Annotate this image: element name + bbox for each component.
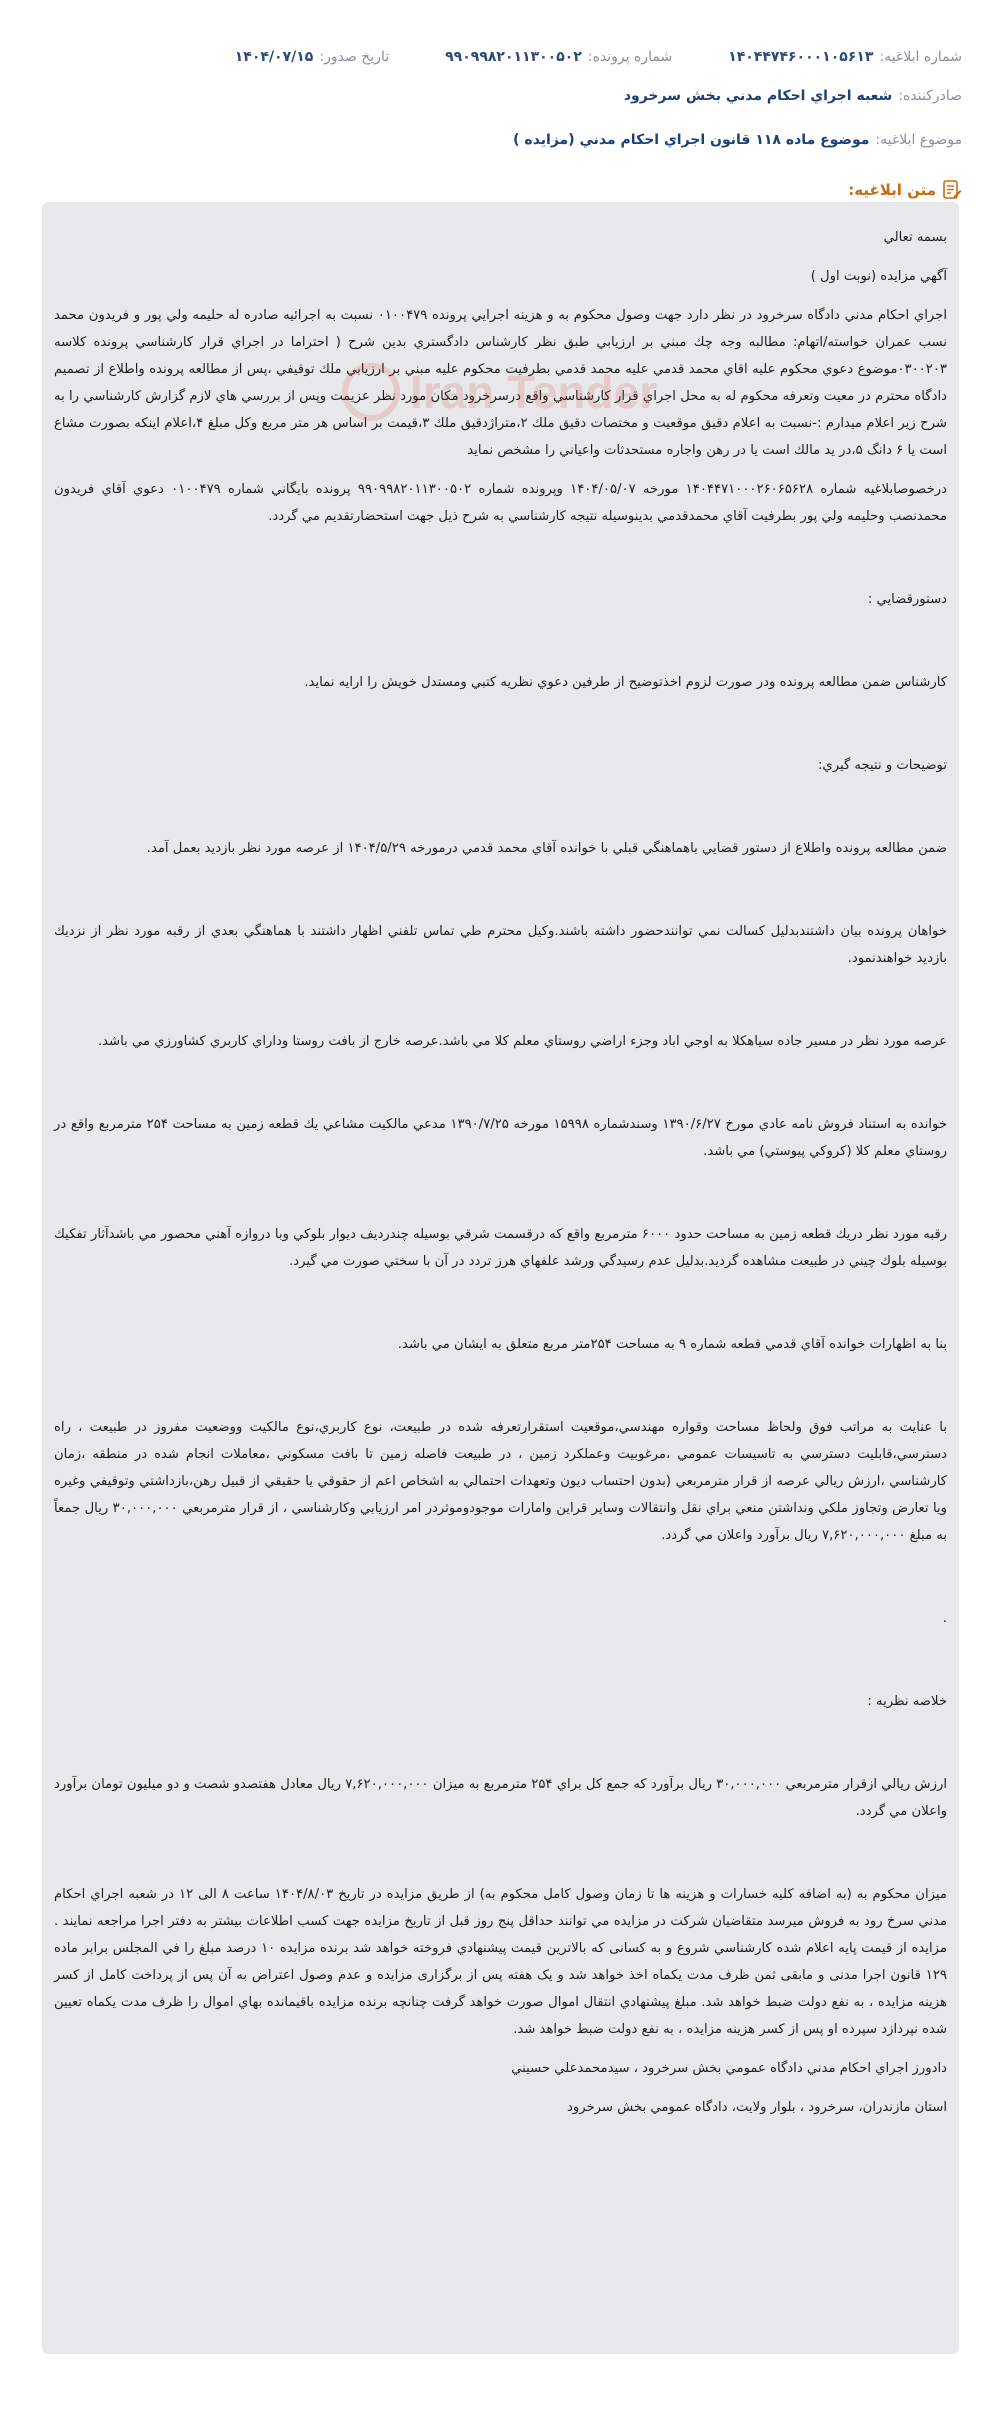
subject — [513, 129, 962, 151]
body-paragraph: خواهان پرونده بيان داشتندبدليل كسالت نمي توانندحضور داشته باشند.وكيل محترم طي تماس تلفني اظهار داشتند با هماهنگي بعدي از رقبه مورد نظر از نزديك بازديد خواهندنمود. — [54, 924, 947, 966]
header-row-issuer — [38, 85, 962, 107]
body-basmala: بسمه تعالي — [883, 230, 947, 245]
watermark-text: Iran Tender — [410, 365, 658, 418]
header-row-numbers — [38, 46, 962, 68]
body-address: استان مازندران، سرخرود ، بلوار ولايت، دادگاه عمومي بخش سرخرود — [566, 2100, 947, 2115]
body-signature: دادورز اجراي احكام مدني دادگاه عمومي بخش سرخرود ، سيدمحمدعلي حسيني — [511, 2061, 947, 2076]
notice-number-value: ۱۴۰۴۴۷۴۶۰۰۰۱۰۵۶۱۳ — [728, 49, 874, 65]
case-number-value: ۹۹۰۹۹۸۲۰۱۱۳۰۰۵۰۲ — [445, 49, 582, 65]
document-edit-icon — [942, 179, 962, 201]
subject-label: موضوع ابلاغیه: — [875, 132, 962, 148]
body-paragraph: بنا به اظهارات خوانده آقاي قدمي قطعه شماره ۹ به مساحت ۲۵۴متر مربع متعلق به ايشان مي باشد. — [397, 1337, 947, 1352]
notice-text-heading — [38, 177, 962, 203]
notice-number-label: شماره ابلاغیه: — [879, 49, 962, 65]
body-paragraph: درخصوصابلاغيه شماره ۱۴۰۴۴۷۱۰۰۰۲۶۰۶۵۶۲۸ مورخه ۱۴۰۴/۰۵/۰۷ وپرونده شماره ۹۹۰۹۹۸۲۰۱۱۳۰۰۵۰۲ پرونده بايگاني شماره ۰۱۰۰۴۷۹ دعوي آقاي فريدون محمدنصب وحليمه ولي پور بطرفيت آقاي محمدقدمي بدينوسيله نتيجه كارشناسي به شرح ذيل جهت استحضارتقديم مي گردد. — [54, 482, 947, 524]
case-number-label: شماره پرونده: — [587, 49, 673, 65]
issuer — [624, 85, 962, 107]
notice-body — [42, 202, 959, 2354]
body-paragraph: عرصه مورد نظر در مسير جاده سياهكلا به اوجي اباد وجزء اراضي روستاي معلم كلا مي باشد.عرصه خارج از بافت روستا وداراي كاربري كشاورزي مي باشد. — [97, 1034, 947, 1049]
issue-date — [235, 46, 389, 68]
issuer-value: شعبه اجراي احكام مدني بخش سرخرود — [623, 88, 893, 104]
body-paragraph: اجراي احكام مدني دادگاه سرخرود در نظر دارد جهت وصول محكوم به و هزينه اجرايي پرونده ۰۱۰۰۴۷۹ نسبت به اجرائيه صادره له حليمه ولي پور و فريدون محمد نسب عمران خواسته/اتهام: مطالبه وجه چك مبني بر ارزيابي طبق نظر كارشناس دادگستري بدين شرح ( احتراما در اجراي قرار كارشناسي پرونده كلاسه ۰۳۰۰۲۰۳موضوع دعوي محكوم عليه اقاي محمد قدمي عليه محمد قدمي بطرفيت محكوم عليه مبني بر ارزيابي ملك توقيفي ،پس از مطالعه پرونده واطلاع از تصميم دادگاه محترم در معيت وتعرفه محكوم له به محل اجراي قرار كارشناسي واقع درسرخرود مكان مورد نظر عزيمت وپس از بررسي هاي لازم گزارش كارشناسي را به شرح زير اعلام ميدارم :-نسبت به اعلام دقيق موقعيت و مختصات دقيق ملك ۲،متراژدقيق ملك ۳،قيمت بر اساس هر متر مربع وكل مبلغ ۴،اعلام اينكه بصورت مشاع است يا ۶ دانگ ۵،در يد مالك است يا در رهن واجاره مستحدثات واعياني را مشخص نمايد — [54, 308, 947, 458]
body-paragraph: كارشناس ضمن مطالعه پرونده ودر صورت لزوم اخذتوضيح از طرفين دعوي نظريه كتبي ومستدل خويش را ارايه نمايد. — [304, 675, 947, 690]
body-dot: . — [942, 1611, 947, 1626]
body-heading-explanations: توضيحات و نتيجه گيري: — [817, 758, 947, 773]
subject-value: موضوع ماده ۱۱۸ قانون اجراي احكام مدني (مزايده ) — [513, 132, 870, 148]
body-paragraph: خوانده به استناد فروش نامه عادي مورخ ۱۳۹۰/۶/۲۷ وسندشماره ۱۵۹۹۸ مورخه ۱۳۹۰/۷/۲۵ مدعي مالكيت مشاعي يك قطعه زمين به مساحت ۲۵۴ مترمربع واقع در روستاي معلم كلا (كروكي پيوستي) مي باشد. — [54, 1117, 947, 1159]
notice-text-title: متن ابلاغیه: — [848, 181, 936, 199]
body-paragraph: ضمن مطالعه پرونده واطلاع از دستور قضايي باهماهنگي قبلي با خوانده آقاي محمد قدمي درمورخه ۱۴۰۴/۵/۲۹ از عرصه مورد نظر بازديد بعمل آمد. — [146, 841, 947, 856]
body-heading-summary: خلاصه نظريه : — [867, 1694, 947, 1709]
body-auction-title: آگهي مزايده (نوبت اول ) — [810, 269, 947, 284]
issue-date-value: ۱۴۰۴/۰۷/۱۵ — [234, 49, 314, 65]
issuer-label: صادرکننده: — [898, 88, 962, 104]
issue-date-label: تاریخ صدور: — [319, 49, 390, 65]
header-row-subject — [38, 129, 962, 151]
case-number — [445, 46, 672, 68]
body-paragraph: با عنايت به مراتب فوق ولحاظ مساحت وقواره مهندسي،موقعيت استقرارتعرفه شده در طبيعت، نوع كاربري،نوع مالكيت ووضعيت مفروز در طبيعت ، راه دسترسي،قابليت دسترسي به تاسيسات عمومي ،مرغوبيت وعملكرد زمين ، در طبيعت فاصله زمين تا بافت مسكوني ،معاملات انجام شده در منطقه ،زمان كارشناسي ،ارزش ريالي عرصه از قرار مترمربعي (بدون احتساب ديون وتعهدات احتمالي به اشخاص اعم از حقوقي يا حقيقي از قبيل رهن،بازداشتي وتوقيفي وغيره ويا تعارض وتجاوز ملكي ونداشتن منعي براي نقل وانتقالات وساير قراين وامارات موجودوموثردر امر ارزيابي وكارشناسي ، از قرار مترمربعي ۳۰,۰۰۰,۰۰۰ ريال جمعاً به مبلغ ۷,۶۲۰,۰۰۰,۰۰۰ ريال برآورد واعلان مي گردد. — [54, 1420, 947, 1543]
notice-number — [728, 46, 962, 68]
body-paragraph: رقبه مورد نظر دريك قطعه زمين به مساحت حدود ۶۰۰۰ مترمربع واقع كه درقسمت شرقي بوسيله چندرديف ديوار بلوكي وبا دروازه آهني محصور مي باشدآثار تفكيك بوسيله بلوك چيني در طبيعت مشاهده گرديد.بدليل عدم رسيدگي ورشد علفهاي هرز تردد در آن با سختي صورت مي گيرد. — [54, 1227, 947, 1269]
body-paragraph: ميزان محكوم به (به اضافه كليه خسارات و هزينه ها تا زمان وصول كامل محكوم به) از طريق مزايده در تاريخ ۱۴۰۴/۸/۰۳ ساعت ۸ الی ۱۲ در شعبه اجراي احكام مدني سرخ رود به فروش ميرسد متقاضيان شركت در مزايده مي توانند حداقل پنج روز قبل از تاريخ مزايده جهت كسب اطلاعات بيشتر به دفتر اجرا مراجعه نمايند . مزايده از قيمت پايه اعلام شده كارشناسي شروع و به كسانی كه بالاترين قيمت پيشنهادي فروخته خواهد شد برنده مزايده ۱۰ درصد مبلغ را في المجلس برابر ماده ۱۲۹ قانون اجرا مدنی و مابقی ثمن ظرف مدت يكماه اخذ خواهد شد و يک هفته پس از برگزاری مزايده و عدم وصول اعتراض به آن پس از پرداخت کامل از کسر هزينه مزايده ، به نفع دولت ضبط خواهد شد. مبلغ پيشنهادي انتقال اموال صورت خواهد گرفت چنانچه برنده مزايده باقيمانده بهاي اموال را ظرف مدت يكماه تعيين شده نپردازد سپرده او پس از كسر هزينه مزايده ، به نفع دولت ضبط خواهد شد. — [54, 1887, 947, 2037]
body-paragraph: ارزش ريالي ازقرار مترمربعي ۳۰,۰۰۰,۰۰۰ ريال برآورد كه جمع كل براي ۲۵۴ مترمربع به ميزان ۷,۶۲۰,۰۰۰,۰۰۰ ريال معادل هفتصدو شصت و دو ميليون تومان برآورد واعلان مي گردد. — [54, 1777, 948, 1819]
body-heading-judicial-order: دستورقضايي : — [867, 592, 947, 607]
